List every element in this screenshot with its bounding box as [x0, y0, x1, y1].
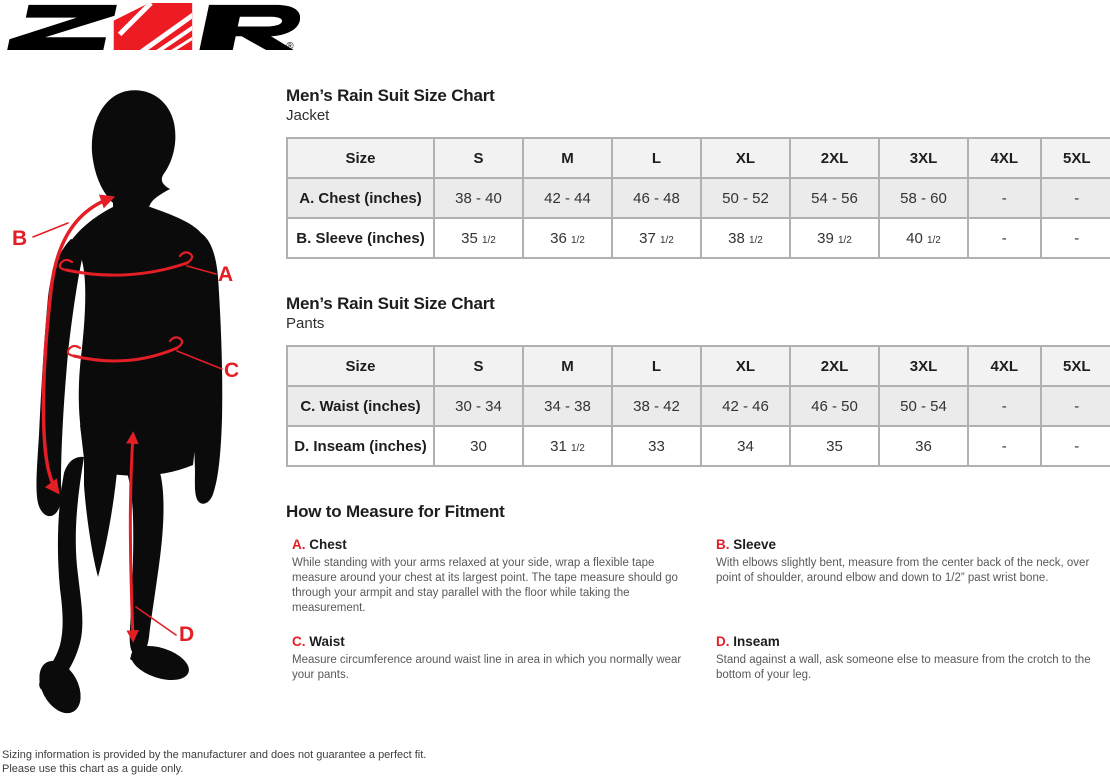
measure-item-heading: B. Sleeve — [716, 537, 777, 552]
jacket-size-table — [286, 137, 1110, 259]
table-row — [287, 218, 1110, 258]
measure-item-description: Stand against a wall, ask someone else to measure from the crotch to the bottom of your leg. — [716, 654, 1091, 681]
size-value-cell: 40 1/2 — [879, 218, 968, 258]
figure-label-a: A — [218, 263, 234, 286]
size-header-3xl: 3XL — [879, 138, 968, 178]
size-value-cell: 33 — [612, 426, 701, 466]
table-row — [287, 426, 1110, 466]
measure-item-heading: C. Waist — [292, 634, 345, 649]
size-value-cell: 54 - 56 — [790, 178, 879, 218]
disclaimer-line-1: Sizing information is provided by the manufacturer and does not guarantee a perfect fit. — [2, 749, 427, 761]
jacket-chart-title: Men’s Rain Suit Size Chart — [286, 86, 495, 105]
measurement-row-label: B. Sleeve (inches) — [287, 218, 434, 258]
how-to-measure-section — [286, 501, 1110, 683]
size-value-cell: - — [1041, 426, 1110, 466]
fraction-half: 1/2 — [659, 234, 674, 246]
size-header-l: L — [612, 346, 701, 386]
measure-section-title: How to Measure for Fitment — [286, 502, 505, 521]
size-value-cell: - — [968, 426, 1041, 466]
measure-letter-badge: B. — [716, 537, 730, 552]
measure-item-description: While standing with your arms relaxed at your side, wrap a flexible tape measure around your chest at its largest point. The tape measure should go through your armpit and stay parallel with the floor while taking the measurement. — [292, 557, 678, 614]
size-value-cell: 50 - 52 — [701, 178, 790, 218]
pants-size-table — [286, 345, 1110, 467]
disclaimer-line-2: Please use this chart as a guide only. — [2, 762, 184, 775]
table-header-row — [287, 138, 1110, 178]
logo-registered-mark: ® — [286, 41, 294, 52]
figure-label-b: B — [12, 227, 28, 250]
measure-item-heading: D. Inseam — [716, 634, 780, 649]
logo-numeral-1-block — [114, 3, 202, 52]
measure-item-chest — [286, 536, 716, 616]
size-value-cell: 38 1/2 — [701, 218, 790, 258]
size-value-cell: 42 - 46 — [701, 386, 790, 426]
size-value-cell: 42 - 44 — [523, 178, 612, 218]
label-b-leader-line — [33, 223, 68, 237]
size-value-cell: 50 - 54 — [879, 386, 968, 426]
size-value-cell: 38 - 40 — [434, 178, 523, 218]
body-silhouette-figure — [0, 85, 285, 730]
fraction-half: 1/2 — [837, 234, 852, 246]
size-header-xl: XL — [701, 346, 790, 386]
pants-chart-subtitle: Pants — [286, 315, 325, 332]
logo-letter-r — [199, 5, 300, 50]
size-header-4xl: 4XL — [968, 346, 1041, 386]
size-header-4xl: 4XL — [968, 138, 1041, 178]
fraction-half: 1/2 — [570, 442, 585, 454]
measure-grid — [286, 536, 1110, 683]
size-value-cell: 35 1/2 — [434, 218, 523, 258]
pants-size-section — [286, 293, 1110, 467]
measure-item-sleeve — [716, 536, 1110, 616]
size-header-m: M — [523, 346, 612, 386]
size-value-cell: 34 - 38 — [523, 386, 612, 426]
size-column-header: Size — [287, 346, 434, 386]
z1r-brand-logo — [2, 1, 300, 52]
table-header-row — [287, 346, 1110, 386]
size-value-cell: - — [1041, 178, 1110, 218]
fraction-half: 1/2 — [926, 234, 941, 246]
size-value-cell: - — [968, 178, 1041, 218]
size-header-s: S — [434, 346, 523, 386]
size-header-2xl: 2XL — [790, 346, 879, 386]
measurement-row-label: A. Chest (inches) — [287, 178, 434, 218]
size-value-cell: 38 - 42 — [612, 386, 701, 426]
size-header-5xl: 5XL — [1041, 138, 1110, 178]
size-value-cell: 30 — [434, 426, 523, 466]
size-value-cell: 34 — [701, 426, 790, 466]
size-value-cell: 30 - 34 — [434, 386, 523, 426]
measure-letter-badge: D. — [716, 634, 730, 649]
size-value-cell: - — [1041, 218, 1110, 258]
size-column-header: Size — [287, 138, 434, 178]
disclaimer-footer — [2, 749, 426, 776]
fraction-half: 1/2 — [570, 234, 585, 246]
size-value-cell: 37 1/2 — [612, 218, 701, 258]
size-value-cell: - — [968, 386, 1041, 426]
measurement-row-label: D. Inseam (inches) — [287, 426, 434, 466]
figure-label-d: D — [179, 623, 195, 646]
measure-letter-badge: C. — [292, 634, 306, 649]
measurement-row-label: C. Waist (inches) — [287, 386, 434, 426]
measure-item-inseam — [716, 633, 1110, 683]
size-value-cell: 58 - 60 — [879, 178, 968, 218]
size-value-cell: - — [1041, 386, 1110, 426]
size-value-cell: 36 — [879, 426, 968, 466]
size-value-cell: 39 1/2 — [790, 218, 879, 258]
size-value-cell: 35 — [790, 426, 879, 466]
size-header-l: L — [612, 138, 701, 178]
size-value-cell: - — [968, 218, 1041, 258]
measure-item-waist — [286, 633, 716, 683]
fraction-half: 1/2 — [481, 234, 496, 246]
jacket-size-section — [286, 85, 1110, 259]
size-value-cell: 31 1/2 — [523, 426, 612, 466]
figure-label-c: C — [224, 359, 240, 382]
measure-letter-badge: A. — [292, 537, 306, 552]
size-value-cell: 46 - 48 — [612, 178, 701, 218]
size-header-5xl: 5XL — [1041, 346, 1110, 386]
measure-item-description: With elbows slightly bent, measure from the center back of the neck, over point of shoulder, around elbow and down to 1/2” past wrist bone. — [716, 557, 1090, 584]
size-header-xl: XL — [701, 138, 790, 178]
measure-item-description: Measure circumference around waist line in area in which you normally wear your pants. — [292, 654, 682, 681]
pants-chart-title: Men’s Rain Suit Size Chart — [286, 294, 495, 313]
table-row — [287, 178, 1110, 218]
size-header-s: S — [434, 138, 523, 178]
logo-letter-z — [7, 5, 117, 50]
inseam-measure-arrow — [130, 435, 133, 639]
measure-item-heading: A. Chest — [292, 537, 347, 552]
jacket-chart-subtitle: Jacket — [286, 107, 330, 124]
fraction-half: 1/2 — [748, 234, 763, 246]
size-header-m: M — [523, 138, 612, 178]
size-value-cell: 36 1/2 — [523, 218, 612, 258]
size-header-2xl: 2XL — [790, 138, 879, 178]
table-row — [287, 386, 1110, 426]
size-header-3xl: 3XL — [879, 346, 968, 386]
size-value-cell: 46 - 50 — [790, 386, 879, 426]
